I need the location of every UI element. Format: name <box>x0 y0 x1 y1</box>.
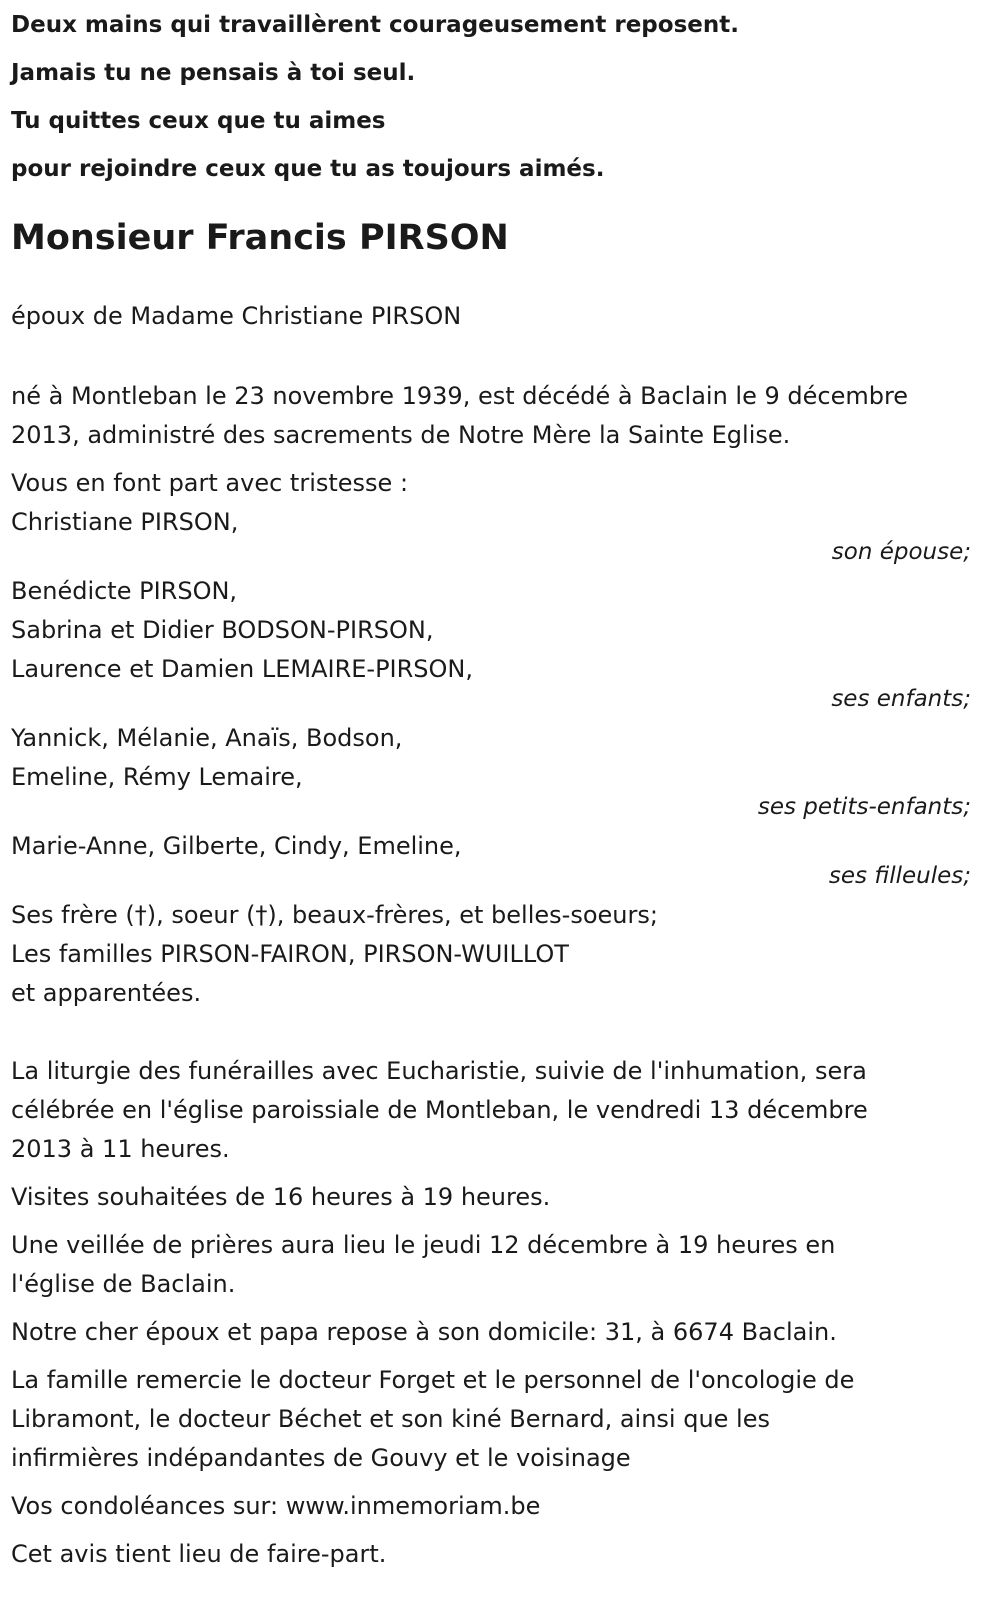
text-line: célébrée en l'église paroissiale de Montleban, le vendredi 13 décembre <box>11 1096 868 1124</box>
condolences-line: Vos condoléances sur: www.inmemoriam.be <box>11 1492 541 1520</box>
birth-death-paragraph <box>11 377 971 455</box>
text-line: 2013 à 11 heures. <box>11 1135 230 1163</box>
text-line: Ses frère (†), soeur (†), beaux-frères, et belles-soeurs; <box>11 901 658 929</box>
family-group-goddaughters <box>11 827 971 887</box>
family-name-line: Laurence et Damien LEMAIRE-PIRSON, <box>11 655 474 683</box>
text-line: Libramont, le docteur Béchet et son kiné Bernard, ainsi que les <box>11 1405 770 1433</box>
text-line: né à Montleban le 23 novembre 1939, est décédé à Baclain le 9 décembre <box>11 382 909 410</box>
family-role: ses filleules; <box>828 863 971 889</box>
text-line: et apparentées. <box>11 979 202 1007</box>
text-line: Une veillée de prières aura lieu le jeudi 12 décembre à 19 heures en <box>11 1231 836 1259</box>
family-group-spouse <box>11 503 971 563</box>
text-line: 2013, administré des sacrements de Notre Mère la Sainte Eglise. <box>11 421 791 449</box>
opening-verse <box>11 1 971 193</box>
funeral-paragraph <box>11 1052 971 1169</box>
text-line: Les familles PIRSON-FAIRON, PIRSON-WUILLOT <box>11 940 569 968</box>
family-name-line: Christiane PIRSON, <box>11 508 239 536</box>
announce-intro: Vous en font part avec tristesse : <box>11 469 409 497</box>
vigil-paragraph <box>11 1226 971 1304</box>
family-name-line: Sabrina et Didier BODSON-PIRSON, <box>11 616 434 644</box>
text-line: La famille remercie le docteur Forget et le personnel de l'oncologie de <box>11 1366 855 1394</box>
text-line: La liturgie des funérailles avec Eucharistie, suivie de l'inhumation, sera <box>11 1057 867 1085</box>
verse-line: Tu quittes ceux que tu aimes <box>11 108 386 134</box>
verse-line: Deux mains qui travaillèrent courageusement reposent. <box>11 12 739 38</box>
family-group-children <box>11 572 971 710</box>
deceased-name: Monsieur Francis PIRSON <box>11 218 509 258</box>
family-name-line: Emeline, Rémy Lemaire, <box>11 763 303 791</box>
family-role: ses enfants; <box>831 686 971 712</box>
family-name-line: Yannick, Mélanie, Anaïs, Bodson, <box>11 724 403 752</box>
text-line: l'église de Baclain. <box>11 1270 236 1298</box>
obituary-notice <box>11 0 971 1574</box>
spouse-line: époux de Madame Christiane PIRSON <box>11 302 462 330</box>
family-role: son épouse; <box>831 539 971 565</box>
verse-line: Jamais tu ne pensais à toi seul. <box>11 60 416 86</box>
family-role: ses petits-enfants; <box>757 794 971 820</box>
closing-line: Cet avis tient lieu de faire-part. <box>11 1540 387 1568</box>
text-line: infirmières indépandantes de Gouvy et le voisinage <box>11 1444 631 1472</box>
thanks-paragraph <box>11 1361 971 1478</box>
visits-line: Visites souhaitées de 16 heures à 19 heures. <box>11 1183 551 1211</box>
verse-line: pour rejoindre ceux que tu as toujours aimés. <box>11 156 605 182</box>
relatives-paragraph <box>11 896 971 1013</box>
rest-line: Notre cher époux et papa repose à son domicile: 31, à 6674 Baclain. <box>11 1318 837 1346</box>
family-name-line: Benédicte PIRSON, <box>11 577 238 605</box>
family-group-grandchildren <box>11 719 971 818</box>
family-name-line: Marie-Anne, Gilberte, Cindy, Emeline, <box>11 832 462 860</box>
